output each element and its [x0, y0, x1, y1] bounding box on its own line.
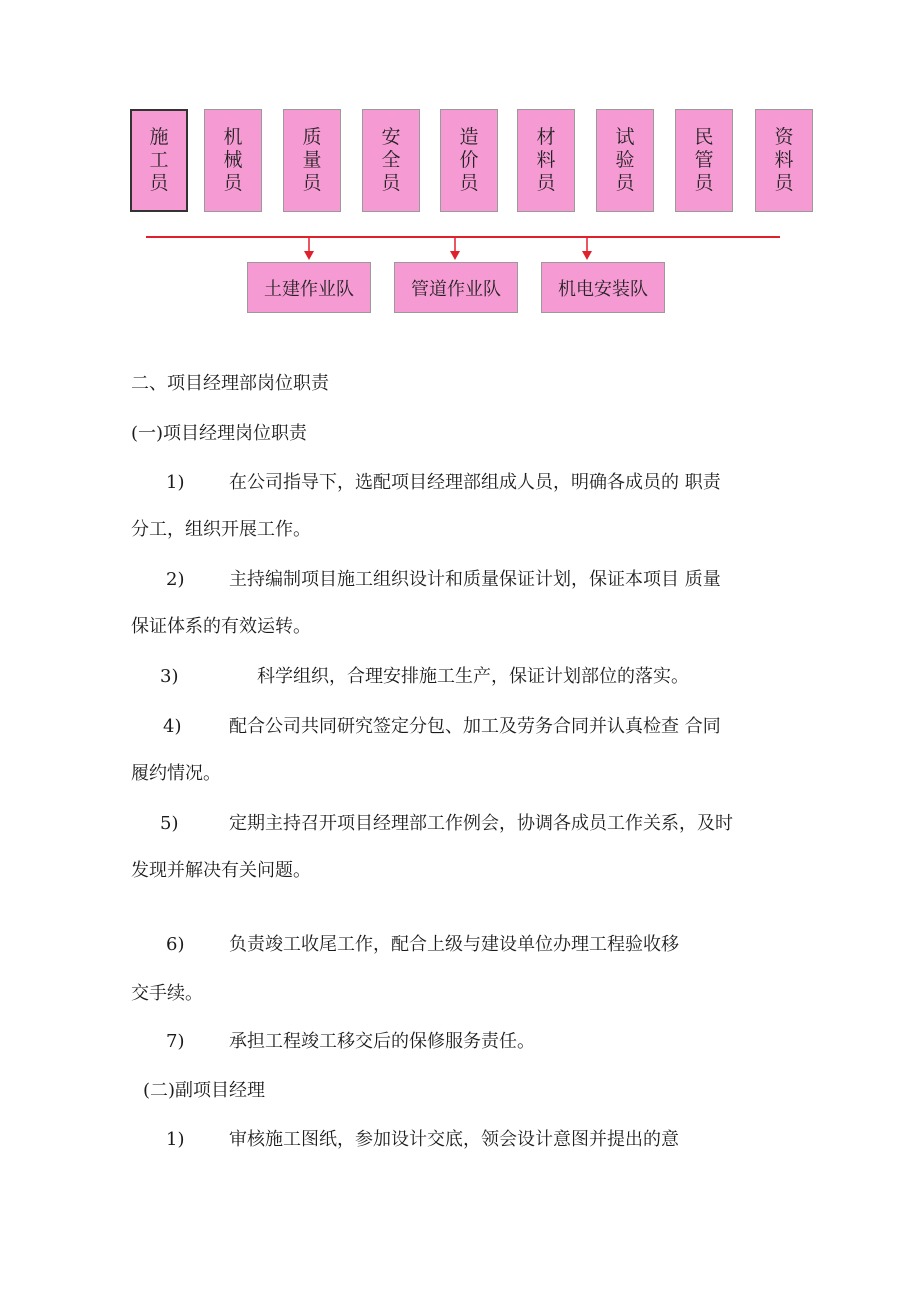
- item-text: 负责竣工收尾工作，配合上级与建设单位办理工程验收移: [229, 934, 679, 955]
- team-box-guandao: 管道作业队: [394, 262, 518, 313]
- item-number: 3): [160, 666, 179, 687]
- item-number: 5): [160, 813, 179, 834]
- item-text: 定期主持召开项目经理部工作例会，协调各成员工作关系，及时: [229, 813, 733, 834]
- role-label: 造价员: [459, 126, 479, 194]
- role-label: 机械员: [223, 126, 243, 194]
- item-number: 1): [166, 1129, 185, 1150]
- role-label: 资料员: [774, 126, 794, 194]
- role-label: 材料员: [536, 126, 556, 194]
- item-text: 科学组织，合理安排施工生产，保证计划部位的落实。: [257, 666, 689, 687]
- role-label: 质量员: [302, 126, 322, 194]
- item-text-cont: 发现并解决有关问题。: [131, 860, 311, 881]
- item-number: 1): [166, 472, 185, 493]
- section-heading: 二、项目经理部岗位职责: [131, 373, 329, 394]
- role-label: 安全员: [381, 126, 401, 194]
- item-number: 4): [163, 716, 182, 737]
- item-number: 6): [166, 934, 185, 955]
- role-label: 民管员: [694, 126, 714, 194]
- item-text-cont: 履约情况。: [131, 763, 221, 784]
- item-text-cont: 分工，组织开展工作。: [131, 519, 311, 540]
- item-text: 主持编制项目施工组织设计和质量保证计划，保证本项目 质量: [229, 569, 721, 590]
- item-text: 承担工程竣工移交后的保修服务责任。: [229, 1031, 535, 1052]
- item-text: 审核施工图纸，参加设计交底，领会设计意图并提出的意: [229, 1129, 679, 1150]
- item-number: 2): [166, 569, 185, 590]
- item-text: 配合公司共同研究签定分包、加工及劳务合同并认真检查 合同: [229, 716, 721, 737]
- arrow-down-icon: [304, 251, 314, 260]
- role-label: 施工员: [149, 126, 169, 194]
- arrow-down-icon: [582, 251, 592, 260]
- sub-heading-1: (一)项目经理岗位职责: [131, 423, 308, 444]
- role-label: 试验员: [615, 126, 635, 194]
- item-number: 7): [166, 1031, 185, 1052]
- item-text-cont: 交手续。: [131, 983, 203, 1004]
- item-text: 在公司指导下，选配项目经理部组成人员，明确各成员的 职责: [229, 472, 721, 493]
- org-chart: [0, 0, 920, 340]
- sub-heading-2: (二)副项目经理: [143, 1080, 266, 1101]
- team-box-jidian: 机电安装队: [541, 262, 665, 313]
- team-box-tujian: 土建作业队: [247, 262, 371, 313]
- arrow-down-icon: [450, 251, 460, 260]
- item-text-cont: 保证体系的有效运转。: [131, 616, 311, 637]
